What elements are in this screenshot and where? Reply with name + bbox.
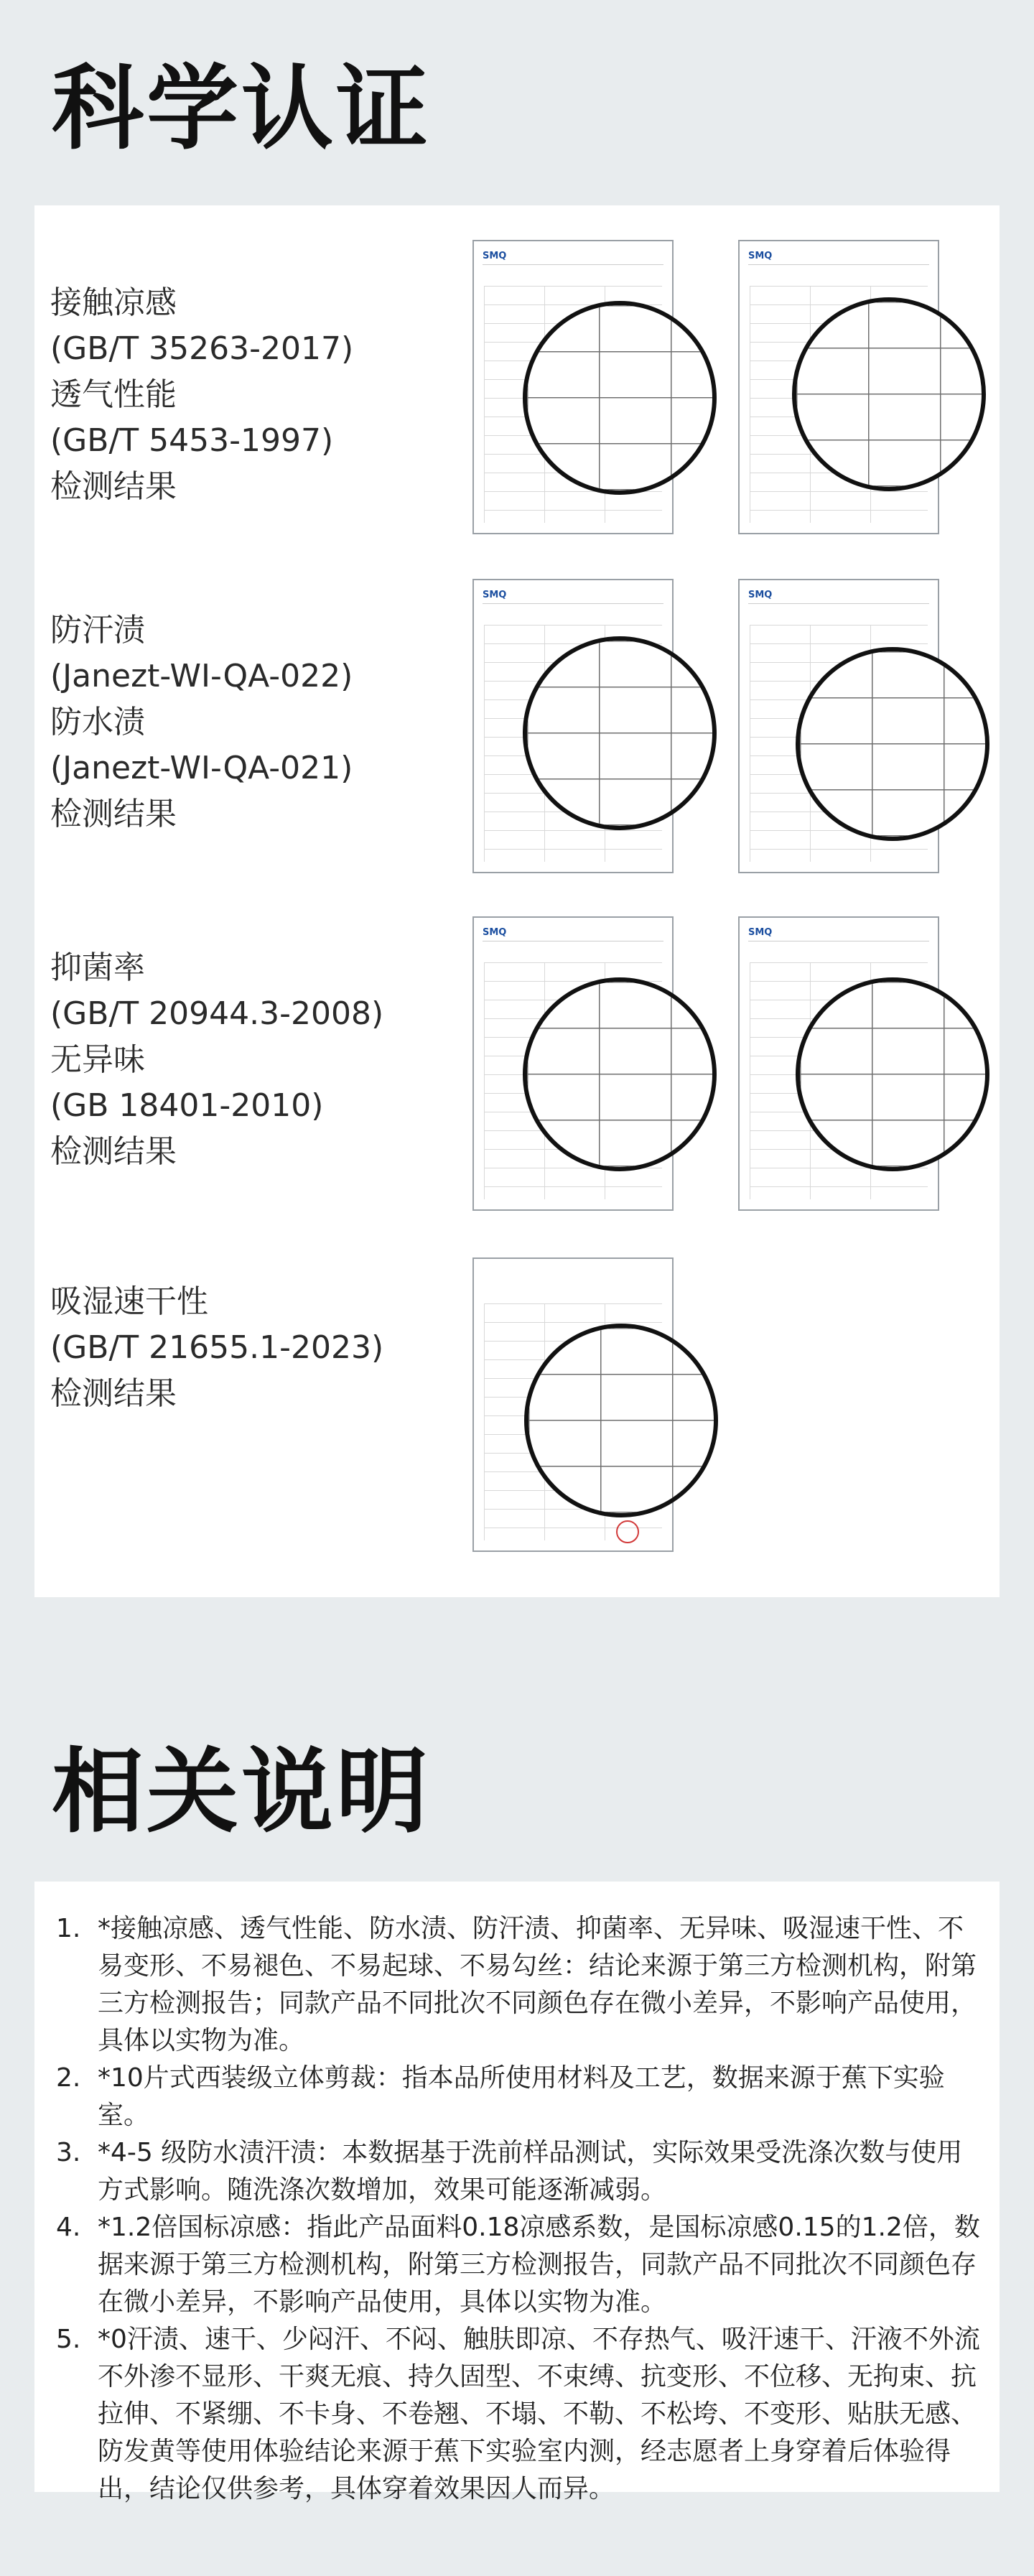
cert-label — [50, 608, 452, 837]
cert-label-line: (GB/T 21655.1-2023) — [50, 1329, 384, 1366]
certification-panel — [34, 205, 1000, 1597]
cert-label-line: (GB/T 5453-1997) — [50, 422, 334, 459]
cert-row-moisture-wicking — [34, 1257, 1000, 1559]
report-logo: SMQ — [483, 250, 507, 261]
magnifier-lens — [523, 977, 717, 1171]
cert-label-line: 接触凉感 — [50, 284, 177, 321]
cert-label-line: (Janezt-WI-QA-021) — [50, 750, 353, 786]
note-text: *4-5 级防水渍汗渍：本数据基于洗前样品测试，实际效果受洗涤次数与使用方式影响。随洗涤次数增加，效果可能逐渐减弱。 — [98, 2138, 963, 2205]
note-text: *1.2倍国标凉感：指此产品面料0.18凉感系数，是国标凉感0.15的1.2倍，数据来源于第三方检测机构，附第三方检测报告，同款产品不同批次不同颜色存在微小差异，不影响产品使用，具体以实物为准。 — [98, 2213, 980, 2317]
note-item — [56, 2321, 982, 2508]
report-logo: SMQ — [483, 926, 507, 938]
cert-label-line: (GB/T 35263-2017) — [50, 330, 354, 367]
cert-label-line: 检测结果 — [50, 1375, 177, 1412]
cert-label — [50, 280, 452, 510]
magnifier-lens — [524, 1324, 718, 1517]
cert-label-line: 检测结果 — [50, 796, 177, 832]
cert-label-line: 吸湿速干性 — [50, 1283, 208, 1320]
cert-row-antibacterial-odor — [34, 916, 1000, 1218]
section-title-notes: 相关说明 — [52, 1739, 432, 1846]
report-logo: SMQ — [483, 589, 507, 600]
cert-row-cooling-breathability — [34, 240, 1000, 541]
note-item — [56, 2209, 982, 2321]
note-item — [56, 1910, 982, 2060]
magnifier-lens — [792, 297, 986, 491]
note-number: 1. — [56, 1914, 81, 1943]
cert-label-line: 防汗渍 — [50, 612, 145, 648]
section-title-certification: 科学认证 — [52, 55, 432, 162]
cert-label-line: 检测结果 — [50, 1133, 177, 1170]
notes-list — [56, 1910, 982, 2508]
note-number: 5. — [56, 2325, 81, 2354]
cert-label-line: (Janezt-WI-QA-022) — [50, 658, 353, 694]
cert-label-line: (GB/T 20944.3-2008) — [50, 995, 384, 1032]
cert-label-line: (GB 18401-2010) — [50, 1087, 324, 1124]
report-stamp — [616, 1520, 639, 1543]
cert-label-line: 透气性能 — [50, 376, 177, 413]
note-number: 3. — [56, 2138, 81, 2167]
report-logo: SMQ — [748, 589, 773, 600]
note-text: *0汗渍、速干、少闷汗、不闷、触肤即凉、不存热气、吸汗速干、汗液不外流不外渗不显形、干爽无痕、持久固型、不束缚、抗变形、不位移、无拘束、抗拉伸、不紧绷、不卡身、不卷翘、不塌、不勒、不松垮、不变形、贴肤无感、防发黄等使用体验结论来源于蕉下实验室内测，经志愿者上身穿着后体验得出，结论仅供参考，具体穿着效果因人而异。 — [98, 2325, 980, 2503]
cert-label-line: 无异味 — [50, 1041, 145, 1078]
note-number: 2. — [56, 2063, 81, 2093]
cert-label-line: 抑菌率 — [50, 949, 145, 986]
magnifier-lens — [796, 647, 989, 841]
note-number: 4. — [56, 2213, 81, 2242]
magnifier-lens — [523, 636, 717, 830]
note-text: *接触凉感、透气性能、防水渍、防汗渍、抑菌率、无异味、吸湿速干性、不易变形、不易褪色、不易起球、不易勾丝：结论来源于第三方检测机构，附第三方检测报告；同款产品不同批次不同颜色存在微小差异，不影响产品使用，具体以实物为准。 — [98, 1914, 977, 2055]
cert-label — [50, 1279, 452, 1417]
cert-label-line: 防水渍 — [50, 704, 145, 740]
note-item — [56, 2060, 982, 2134]
cert-label — [50, 945, 452, 1175]
note-text: *10片式西装级立体剪裁：指本品所使用材料及工艺，数据来源于蕉下实验室。 — [98, 2063, 945, 2130]
magnifier-lens — [796, 977, 989, 1171]
report-logo: SMQ — [748, 250, 773, 261]
cert-label-line: 检测结果 — [50, 468, 177, 505]
notes-panel — [34, 1882, 1000, 2503]
report-logo: SMQ — [748, 926, 773, 938]
magnifier-lens — [523, 301, 717, 495]
note-item — [56, 2134, 982, 2209]
cert-row-sweat-water-stain — [34, 579, 1000, 880]
